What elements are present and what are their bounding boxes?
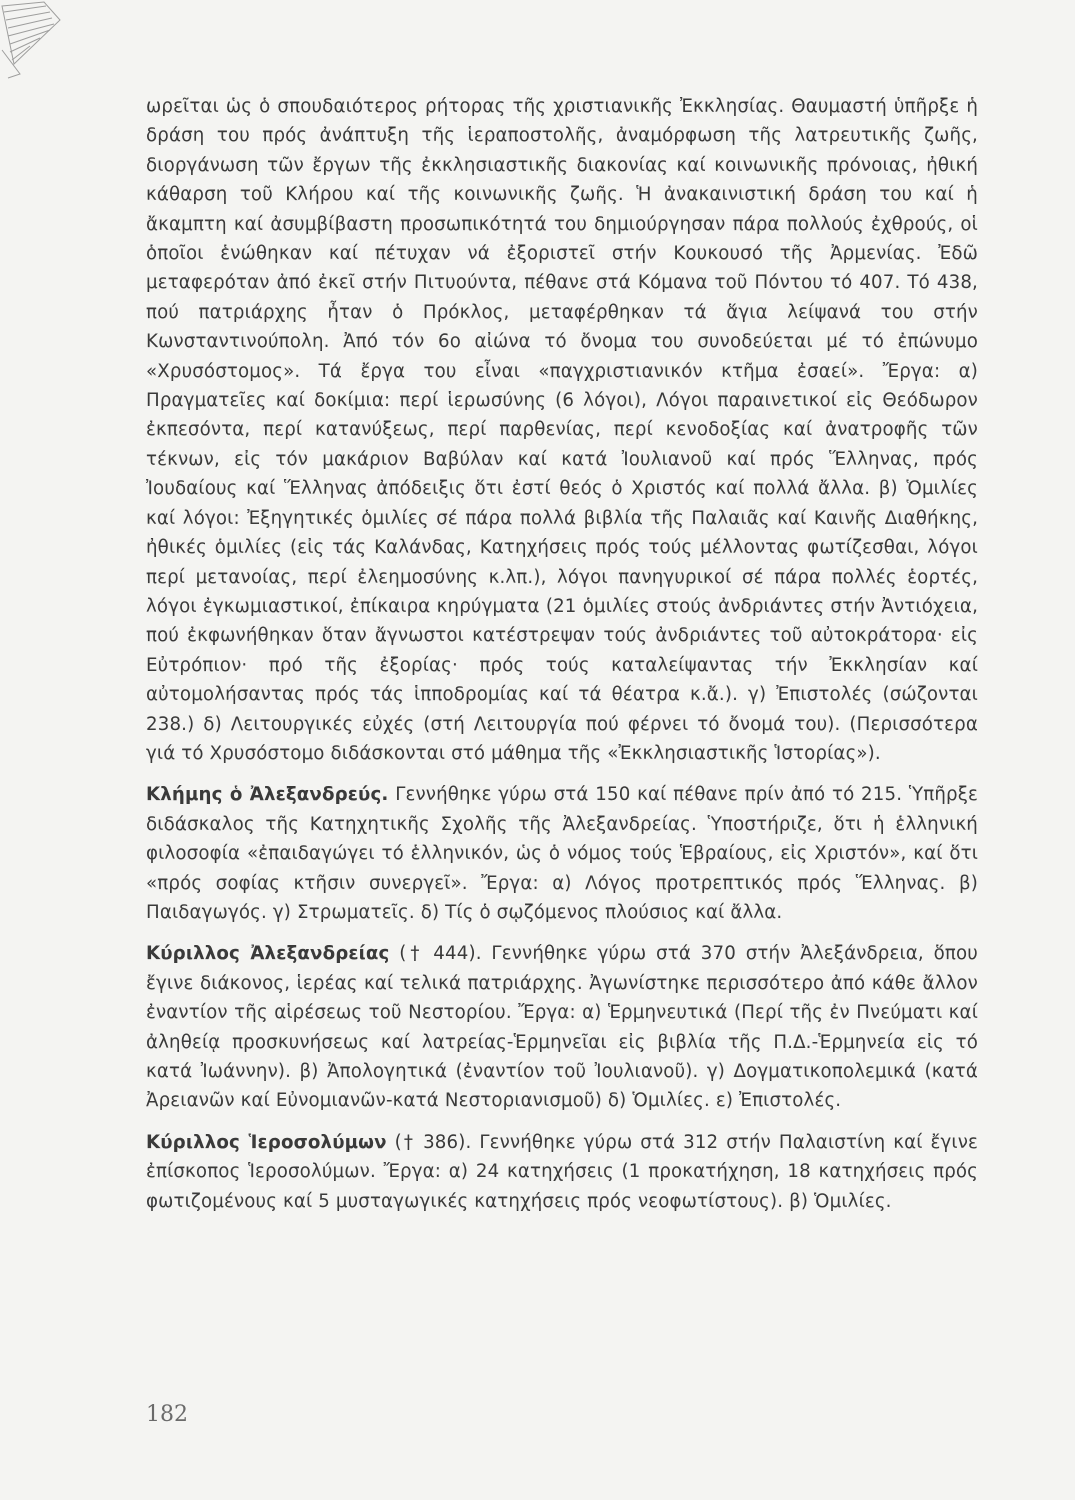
pencil-scribble-mark [0, 0, 70, 80]
entry-body: Γεννήθηκε γύρω στά 150 καί πέθανε πρίν ἀπό τό 215. Ὑπῆρξε διδάσκαλος τῆς Κατηχητικῆς Σχολῆς τῆς Ἀλεξανδρείας. Ὑποστήριζε, ὅτι ἡ ἑλληνική φιλοσοφία «ἐπαιδαγώγει τό ἑλληνικόν, ὡς ὁ νόμος τούς Ἑβραίους, εἰς Χριστόν», καί ὅτι «πρός σοφίας κτῆσιν συνεργεῖ». Ἔργα: α) Λόγος προτρεπτικός πρός Ἕλληνας. β) Παιδαγωγός. γ) Στρωματεῖς. δ) Τίς ὁ σῳζόμενος πλούσιος καί ἄλλα. [146, 784, 979, 923]
main-text [146, 92, 978, 1216]
entry-cyril-of-alexandria [146, 939, 978, 1115]
entry-cyril-of-jerusalem [146, 1128, 978, 1216]
entry-body: († 386). Γεννήθηκε γύρω στά 312 στήν Παλαιστίνη καί ἔγινε ἐπίσκοπος Ἱεροσολύμων. Ἔργα: α) 24 κατηχήσεις (1 προκατήχηση, 18 κατηχήσεις πρός φωτιζομένους καί 5 μυσταγωγικές κατηχήσεις πρός νεοφωτίστους). β) Ὁμιλίες. [146, 1131, 978, 1212]
page-number: 182 [146, 1402, 188, 1427]
entry-clement-of-alexandria [146, 780, 978, 927]
entry-heading: Κλήμης ὁ Ἀλεξανδρεύς. [146, 784, 389, 806]
entry-heading: Κύριλλος Ἱεροσολύμων [146, 1131, 387, 1153]
entry-heading: Κύριλλος Ἀλεξανδρείας [146, 943, 390, 965]
continuation-paragraph: ωρεῖται ὡς ὁ σπουδαιότερος ρήτορας τῆς χριστιανικῆς Ἐκκλησίας. Θαυμαστή ὑπῆρξε ἡ δράση του πρός ἀνάπτυξη τῆς ἱεραποστολῆς, ἀναμόρφωση τῆς λατρευτικῆς ζωῆς, διοργάνωση τῶν ἔργων τῆς ἐκκλησιαστικῆς διακονίας καί κοινωνικῆς πρόνοιας, ἠθική κάθαρση τοῦ Κλήρου καί τῆς κοινωνικῆς ζωῆς. Ἡ ἀνακαινιστική δράση του καί ἡ ἄκαμπτη καί ἀσυμβίβαστη προσωπικότητά του δημιούργησαν πάρα πολλούς ἐχθρούς, οἱ ὁποῖοι ἑνώθηκαν καί πέτυχαν νά ἐξοριστεῖ στήν Κουκουσό τῆς Ἀρμενίας. Ἐδῶ μεταφερόταν ἀπό ἐκεῖ στήν Πιτυούντα, πέθανε στά Κόμανα τοῦ Πόντου τό 407. Τό 438, πού πατριάρχης ἦταν ὁ Πρόκλος, μεταφέρθηκαν τά ἅγια λείψανά του στήν Κωνσταντινούπολη. Ἀπό τόν 6ο αἰώνα τό ὄνομα του συνοδεύεται μέ τό ἐπώνυμο «Χρυσόστομος». Τά ἔργα του εἶναι «παγχριστιανικόν κτῆμα ἐσαεί». Ἔργα: α) Πραγματεῖες καί δοκίμια: περί ἱερωσύνης (6 λόγοι), Λόγοι παραινετικοί εἰς Θεόδωρον ἐκπεσόντα, περί κατανύξεως, περί παρθενίας, περί κενοδοξίας καί ἀνατροφῆς τῶν τέκνων, εἰς τόν μακάριον Βαβύλαν καί κατά Ἰουλιανοῦ καί πρός Ἕλληνας, πρός Ἰουδαίους καί Ἕλληνας ἀπόδειξις ὅτι ἐστί θεός ὁ Χριστός καί πολλά ἄλλα. β) Ὁμιλίες καί λόγοι: Ἐξηγητικές ὁμιλίες σέ πάρα πολλά βιβλία τῆς Παλαιᾶς καί Καινῆς Διαθήκης, ἠθικές ὁμιλίες (εἰς τάς Καλάνδας, Κατηχήσεις πρός τούς μέλλοντας φωτίζεσθαι, λόγοι περί μετανοίας, περί ἐλεημοσύνης κ.λπ.), λόγοι πανηγυρικοί σέ πάρα πολλές ἑορτές, λόγοι ἐγκωμιαστικοί, ἐπίκαιρα κηρύγματα (21 ὁμιλίες στούς ἀνδριάντες στήν Ἀντιόχεια, πού ἐκφωνήθηκαν ὅταν ἄγνωστοι κατέστρεψαν τούς ἀνδριάντες τοῦ αὐτοκράτορα· εἰς Εὐτρόπιον· πρό τῆς ἐξορίας· πρός τούς καταλείψαντας τήν Ἐκκλησίαν καί αὐτομολήσαντας πρός τάς ἱπποδρομίας καί τά θέατρα κ.ἄ.). γ) Ἐπιστολές (σώζονται 238.) δ) Λειτουργικές εὐχές (στή Λειτουργία πού φέρνει τό ὄνομά του). (Περισσότερα γιά τό Χρυσόστομο διδάσκονται στό μάθημα τῆς «Ἐκκλησιαστικῆς Ἱστορίας»). [146, 96, 978, 764]
entry-body: († 444). Γεννήθηκε γύρω στά 370 στήν Ἀλεξάνδρεια, ὅπου ἔγινε διάκονος, ἱερέας καί τελικά πατριάρχης. Ἀγωνίστηκε περισσότερο ἀπό κάθε ἄλλον ἐναντίον τῆς αἱρέσεως τοῦ Νεστορίου. Ἔργα: α) Ἑρμηνευτικά (Περί τῆς ἐν Πνεύματι καί ἀληθείᾳ προσκυνήσεως καί λατρείας-Ἑρμηνεῖαι εἰς βιβλία τῆς Π.Δ.-Ἑρμηνεία εἰς τό κατά Ἰωάννην). β) Ἀπολογητικά (ἐναντίον τοῦ Ἰουλιανοῦ). γ) Δογματικοπολεμικά (κατά Ἀρειανῶν καί Εὐνομιανῶν-κατά Νεστοριανισμοῦ) δ) Ὁμιλίες. ε) Ἐπιστολές. [146, 943, 978, 1112]
